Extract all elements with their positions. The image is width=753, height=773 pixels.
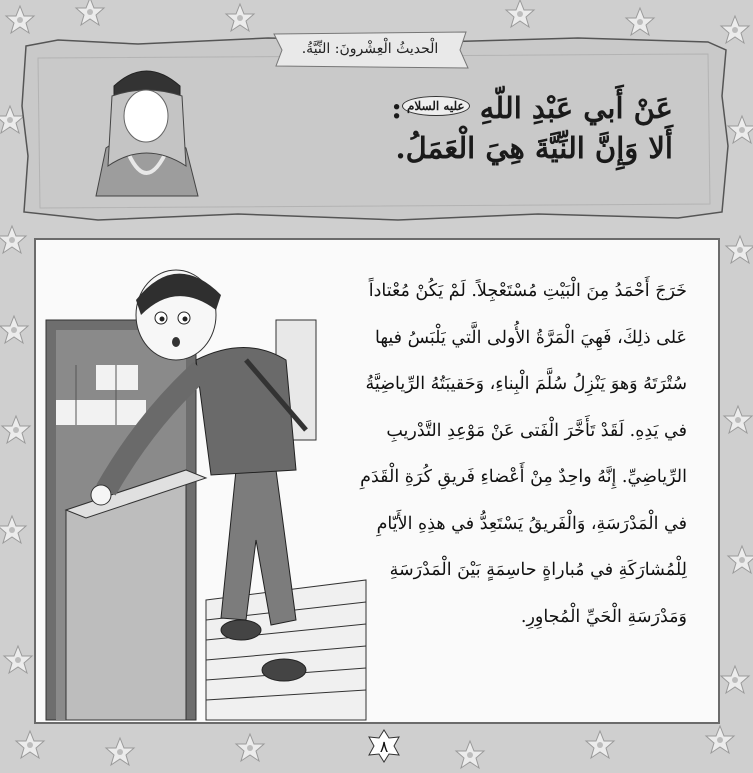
hadith-text: أَلا وَإِنَّ النِّيَّةَ هِيَ الْعَمَلُ. xyxy=(395,131,673,165)
hadith-colon: : xyxy=(391,91,402,125)
honorific-badge-icon: عليه السلام xyxy=(402,96,470,116)
page-number: ٨ xyxy=(379,736,389,756)
story-line: الرِّياضِيِّ. إِنَّهُ واحِدٌ مِنْ أَعْضاءِ فَريقِ كُرَةِ الْقَدَمِ xyxy=(360,467,687,487)
lesson-title: الْحديثُ الْعِشْرونَ: النِّيَّةُ. xyxy=(301,41,439,57)
story-line: خَرَجَ أَحْمَدُ مِنَ الْبَيْتِ مُسْتَعْجِلاً. لَمْ يَكُنْ مُعْتاداً xyxy=(368,281,687,301)
story-line: عَلى ذلِكَ، فَهِيَ الْمَرَّةُ الأُولى الَّتي يَلْبَسُ فيها xyxy=(374,327,687,348)
story-line: سُتْرَتَهُ وَهوَ يَنْزِلُ سُلَّمَ الْبِناءِ، وَحَقيبَتُهُ الرِّياضِيَّةُ xyxy=(365,374,687,394)
hadith-narrator-line xyxy=(253,88,673,128)
story-line: لِلْمُشارَكَةِ في مُباراةٍ حاسِمَةٍ بَيْنَ الْمَدْرَسَةِ xyxy=(389,560,687,580)
turbaned-figure-illustration xyxy=(76,48,216,198)
story-line: وَمَدْرَسَةِ الْحَيِّ الْمُجاوِرِ. xyxy=(520,606,687,627)
story-line: في يَدِهِ. لَقَدْ تَأَخَّرَ الْفَتى عَنْ مَوْعِدِ التَّدْريبِ xyxy=(386,420,687,441)
story-text xyxy=(303,268,687,640)
hadith-narrator: عَنْ أَبي عَبْدِ اللّهِ xyxy=(479,91,673,125)
hadith-block xyxy=(253,88,673,168)
story-line: في الْمَدْرَسَةِ، وَالْفَريقُ يَسْتَعِدُّ في هذِهِ الأَيّامِ xyxy=(376,513,687,534)
